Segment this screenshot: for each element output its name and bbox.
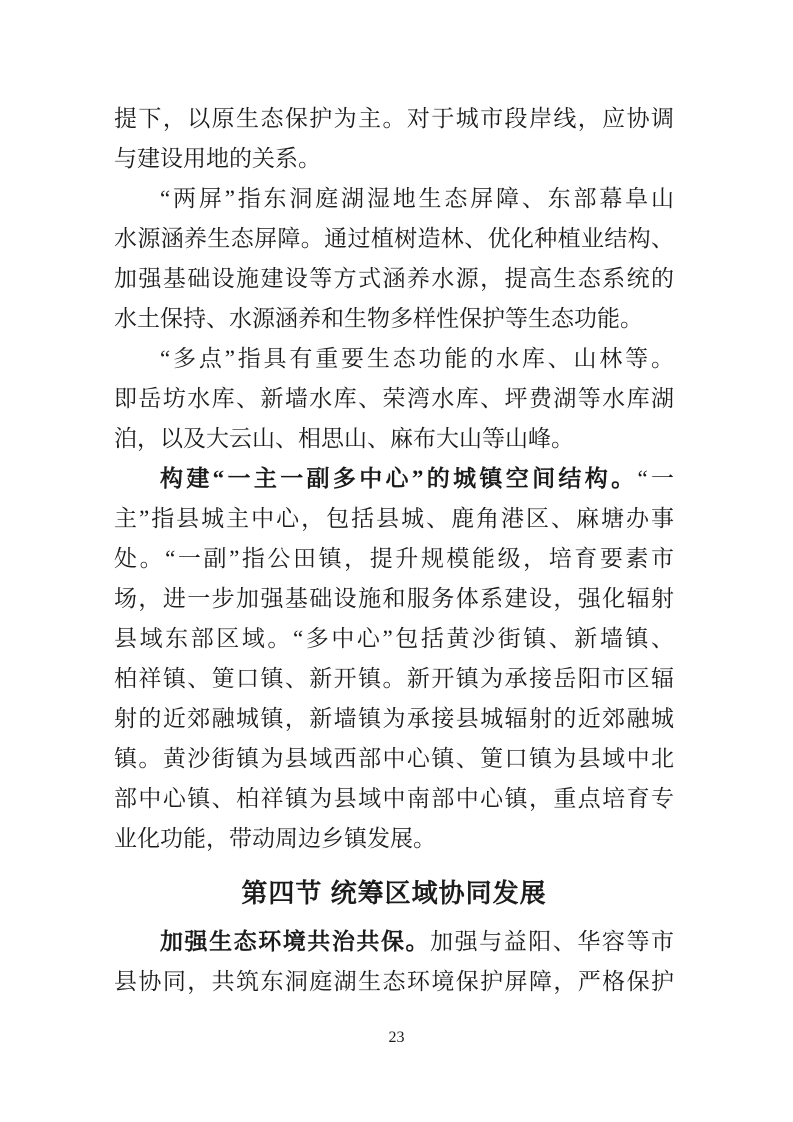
text-line <box>114 459 674 499</box>
text-line <box>114 99 674 139</box>
paragraphs-after-heading <box>114 921 674 1002</box>
body-text: 射的近郊融城镇，新墙镇为承接县城辐射的近郊融城 <box>114 706 674 731</box>
text-line <box>114 739 674 779</box>
body-text: 柏祥镇、筻口镇、新开镇。新开镇为承接岳阳市区辐 <box>114 666 674 691</box>
body-text: 县协同，共筑东洞庭湖生态环境保护屏障，严格保护 <box>114 969 674 994</box>
body-text: 主”指县城主中心，包括县城、鹿角港区、麻塘办事 <box>114 506 674 531</box>
paragraph <box>114 921 674 1002</box>
body-text: 处。“一副”指公田镇，提升规模能级，培育要素市 <box>114 546 674 571</box>
body-text: 即岳坊水库、新墙水库、荣湾水库、坪费湖等水库湖 <box>114 386 674 411</box>
text-line <box>114 962 674 1002</box>
page-number: 23 <box>388 1029 405 1046</box>
text-line <box>114 819 674 859</box>
text-line <box>114 219 674 259</box>
paragraphs-before-heading <box>114 99 674 859</box>
body-text: “两屏”指东洞庭湖湿地生态屏障、东部幕阜山 <box>160 186 674 211</box>
text-line <box>114 659 674 699</box>
paragraph <box>114 459 674 859</box>
body-text: 提下，以原生态保护为主。对于城市段岸线，应协调 <box>114 106 674 131</box>
text-line <box>114 139 674 179</box>
body-text: 部中心镇、柏祥镇为县域中南部中心镇，重点培育专 <box>114 786 674 811</box>
paragraph <box>114 99 674 179</box>
body-text: 加强基础设施建设等方式涵养水源，提高生态系统的 <box>114 266 674 291</box>
text-line <box>114 499 674 539</box>
text-line <box>114 619 674 659</box>
body-text: 县域东部区域。“多中心”包括黄沙街镇、新墙镇、 <box>114 626 674 651</box>
body-text: “多点”指具有重要生态功能的水库、山林等。 <box>160 346 674 371</box>
bold-lead-text: 加强生态环境共治共保。 <box>160 928 431 954</box>
text-line <box>114 779 674 819</box>
text-line <box>114 379 674 419</box>
body-text: 加强与益阳、华容等市 <box>430 929 675 954</box>
body-text: 水土保持、水源涵养和生物多样性保护等生态功能。 <box>114 306 643 331</box>
bold-lead-text: 构建“一主一副多中心”的城镇空间结构。 <box>160 466 638 491</box>
paragraph <box>114 339 674 459</box>
text-line <box>114 259 674 299</box>
body-text: 镇。黄沙街镇为县域西部中心镇、筻口镇为县域中北 <box>114 746 674 771</box>
text-line <box>114 699 674 739</box>
body-text: “一 <box>637 466 675 491</box>
body-text: 与建设用地的关系。 <box>114 146 321 171</box>
section-heading: 第四节 统筹区域协同发展 <box>241 878 547 908</box>
text-line <box>114 539 674 579</box>
body-text: 业化功能，带动周边乡镇发展。 <box>114 826 436 851</box>
body-text: 水源涵养生态屏障。通过植树造林、优化种植业结构、 <box>114 226 674 251</box>
paragraph <box>114 179 674 339</box>
text-line <box>114 299 674 339</box>
body-text: 泊，以及大云山、相思山、麻布大山等山峰。 <box>114 426 574 451</box>
text-line <box>114 419 674 459</box>
text-line <box>114 921 674 962</box>
text-line <box>114 339 674 379</box>
text-line <box>114 579 674 619</box>
body-text: 场，进一步加强基础设施和服务体系建设，强化辐射 <box>114 586 674 611</box>
text-line <box>114 179 674 219</box>
document-body <box>114 99 674 1002</box>
